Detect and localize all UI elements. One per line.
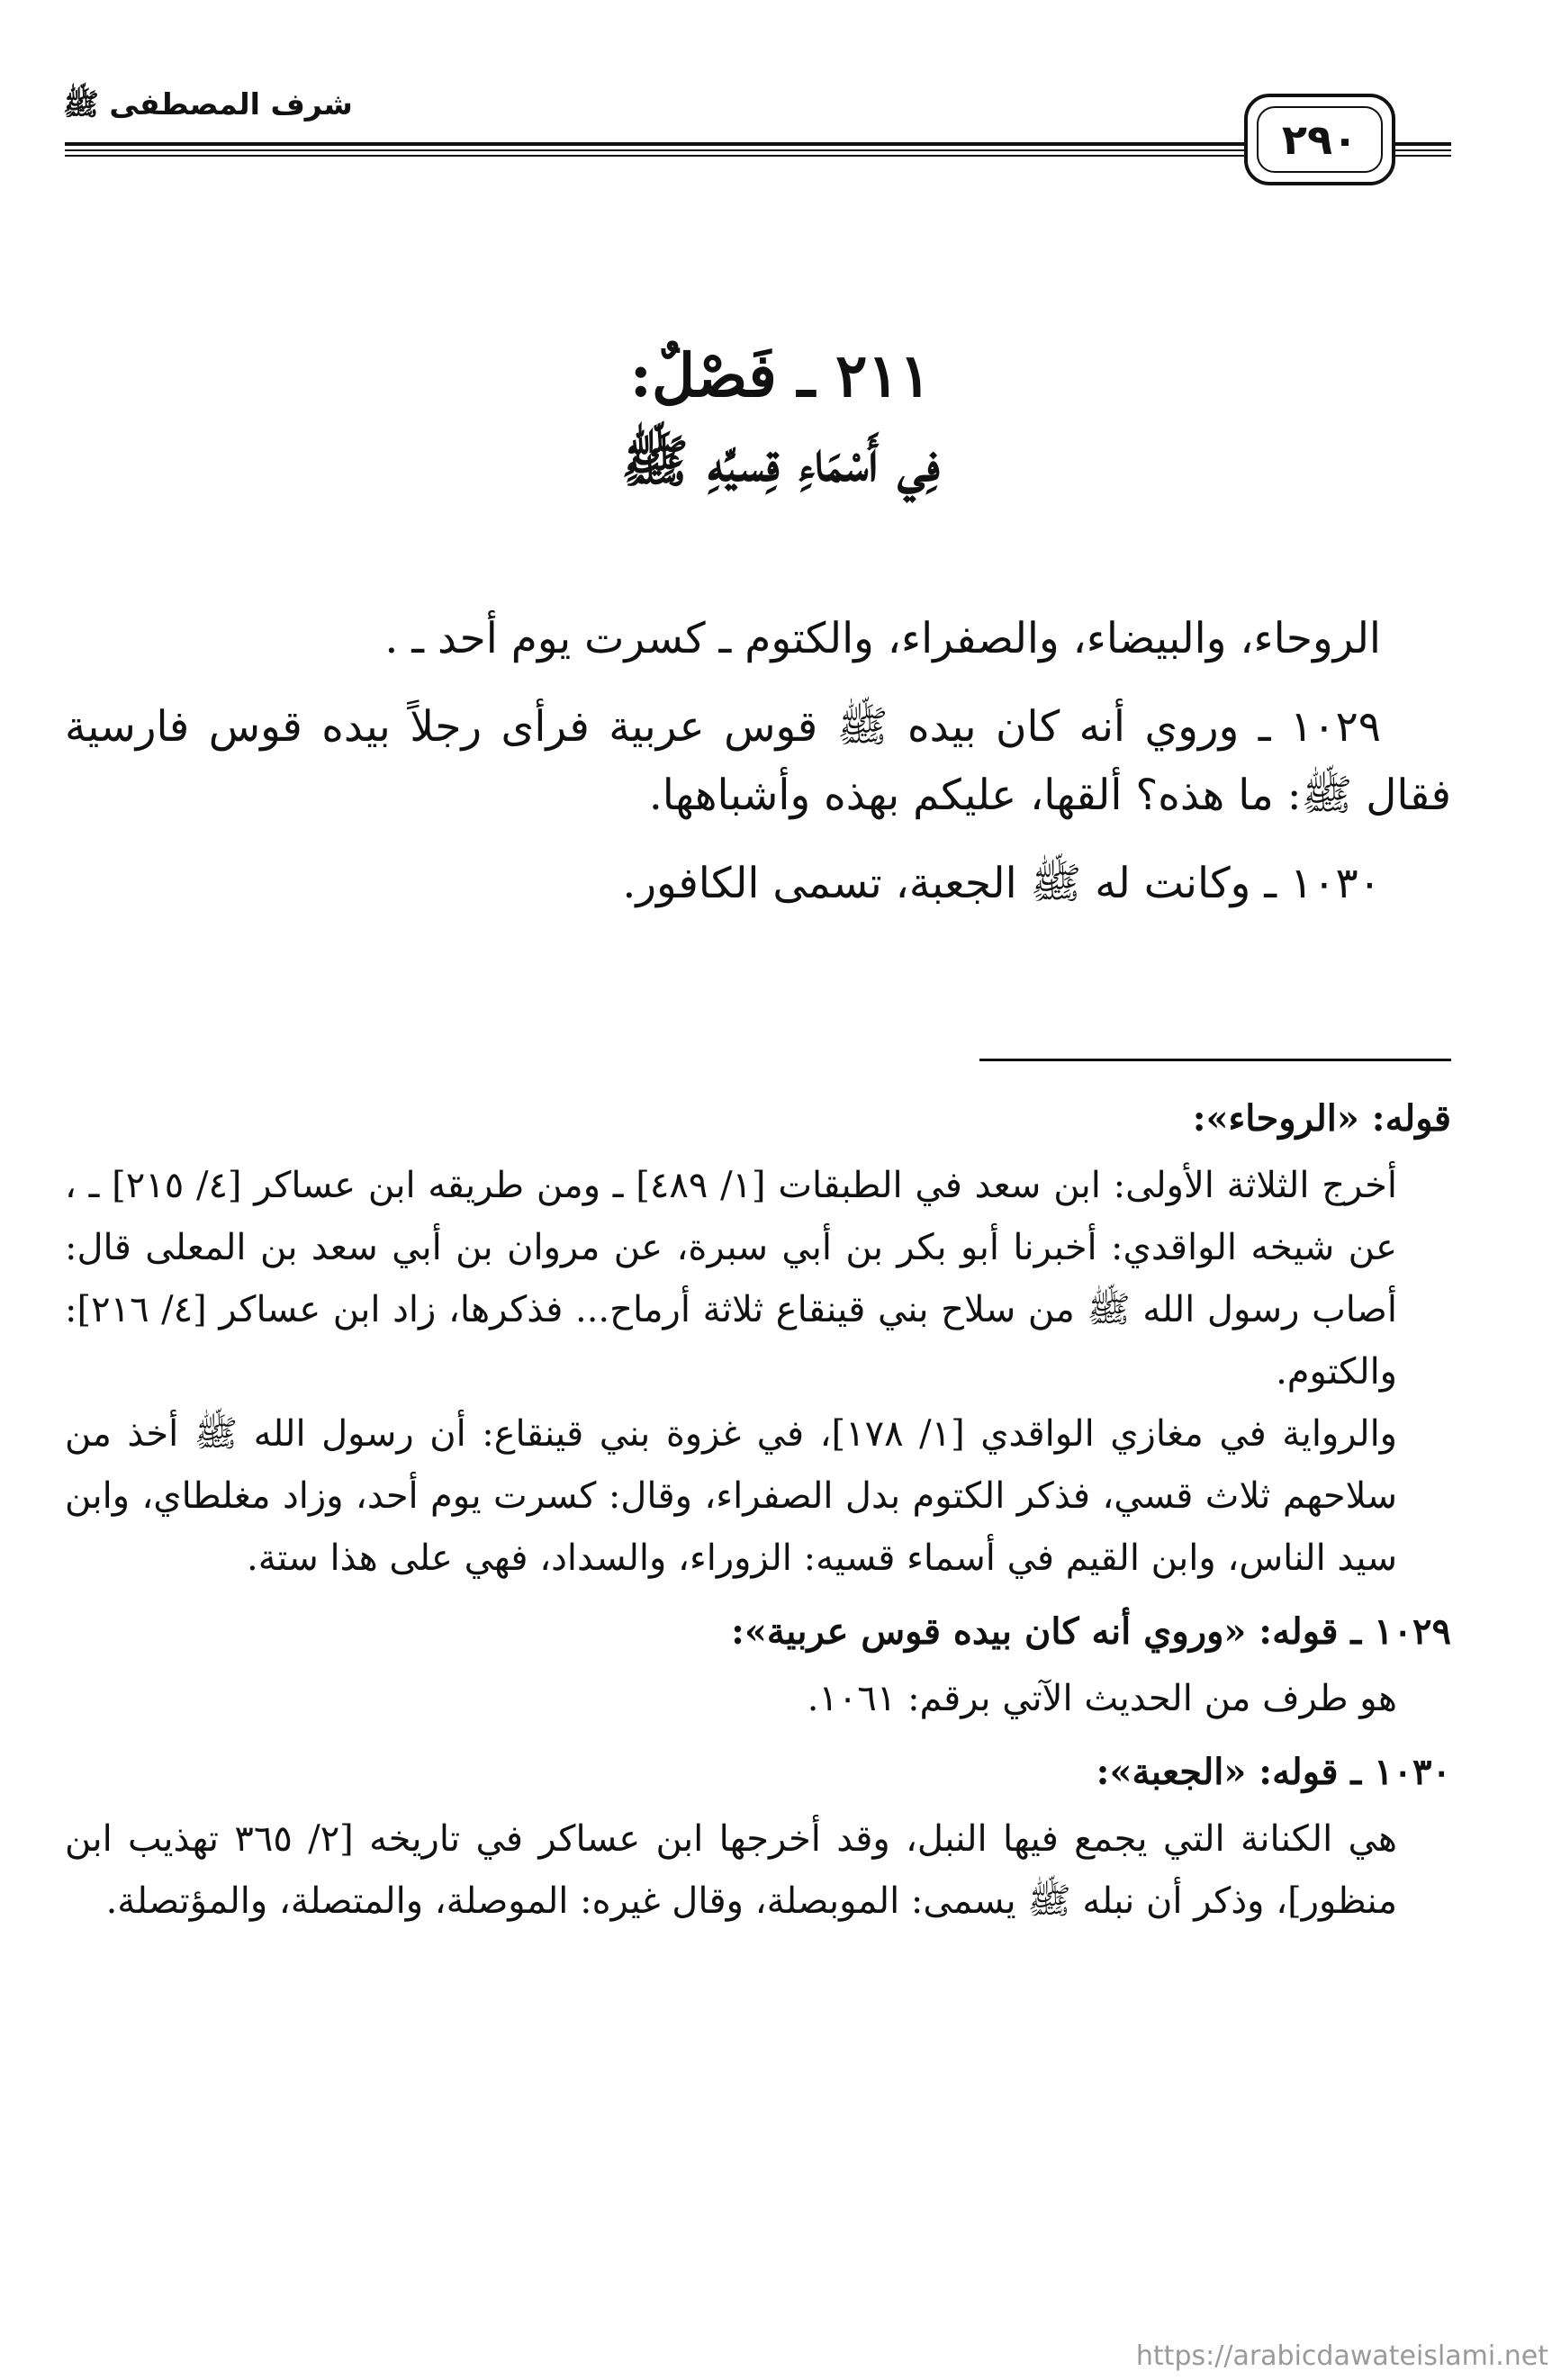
main-paragraph: الروحاء، والبيضاء، والصفراء، والكتوم ـ كسرت يوم أحد ـ . [384,614,1381,663]
main-paragraph: ١٠٢٩ ـ وروي أنه كان بيده ﷺ قوس عربية فرأى رجلاً بيده قوس فارسية فقال ﷺ: ما هذه؟ ألقها، عليكم بهذه وأشباهها. [65,702,1451,820]
header-rule-line [1395,142,1451,146]
footnote-text: هي الكنانة التي يجمع فيها النبل، وقد أخرجها ابن عساكر في تاريخه [٢/ ٣٦٥ تهذيب ابن منظور]، وذكر أن نبله ﷺ يسمى: الموبصلة، وقال غيره: الموصلة، والمتصلة، والمؤتصلة. [65,1818,1397,1922]
main-text [65,605,1451,938]
footnote-heading: ١٠٣٠ ـ قوله: «الجعبة»: [1096,1751,1451,1793]
header-rule-line [65,149,1244,151]
watermark-url: https://arabicdawateislami.net [1135,2340,1548,2372]
page-number-frame [1244,94,1395,185]
footnote-gap [65,1590,1451,1600]
footnote-gap [65,1730,1451,1741]
footnotes-section [65,1087,1451,1933]
header-rule-line [65,155,1244,157]
running-header-title: شرف المصطفى ﷺ [63,86,353,122]
footnote-text: أخرج الثلاثة الأولى: ابن سعد في الطبقات [١/ ٤٨٩] ـ ومن طريقه ابن عساكر [٤/ ٢١٥] ـ ، عن شيخه الواقدي: أخبرنا أبو بكر بن أبي سبرة، عن مروان بن أبي سعد بن المعلى قال: أصاب رسول الله ﷺ من سلاح بني قينقاع ثلاثة أرماح... فذكرها، زاد ابن عساكر [٤/ ٢١٦]: والكتوم. [65,1165,1397,1393]
footnote-heading: قوله: «الروحاء»: [1192,1097,1451,1140]
main-paragraph: ١٠٣٠ ـ وكانت له ﷺ الجعبة، تسمى الكافور. [622,859,1381,908]
footnote-separator [979,1059,1451,1061]
chapter-subtitle: فِي أَسْمَاءِ قِسيِّهِ ﷺ [621,428,940,494]
footnote-text: والرواية في مغازي الواقدي [١/ ١٧٨]، في غزوة بني قينقاع: أن رسول الله ﷺ أخذ من سلاحهم ثلاث قسي، فذكر الكتوم بدل الصفراء، وقال: كسرت يوم أحد، وزاد مغلطاي، وابن سيد الناس، وابن القيم في أسماء قسيه: الزوراء، والسداد، فهي على هذا ستة. [65,1413,1397,1579]
page-number: ٢٩٠ [1257,106,1383,173]
header-rule-line [65,142,1244,146]
header-rule-line [1395,155,1451,157]
footnote-text: هو طرف من الحديث الآتي برقم: ١٠٦١. [807,1678,1397,1719]
header-rule-line [1395,149,1451,151]
footnote-heading: ١٠٢٩ ـ قوله: «وروي أنه كان بيده قوس عربية»: [731,1610,1451,1653]
chapter-heading: ٢١١ ـ فَصْلٌ: [629,340,932,410]
